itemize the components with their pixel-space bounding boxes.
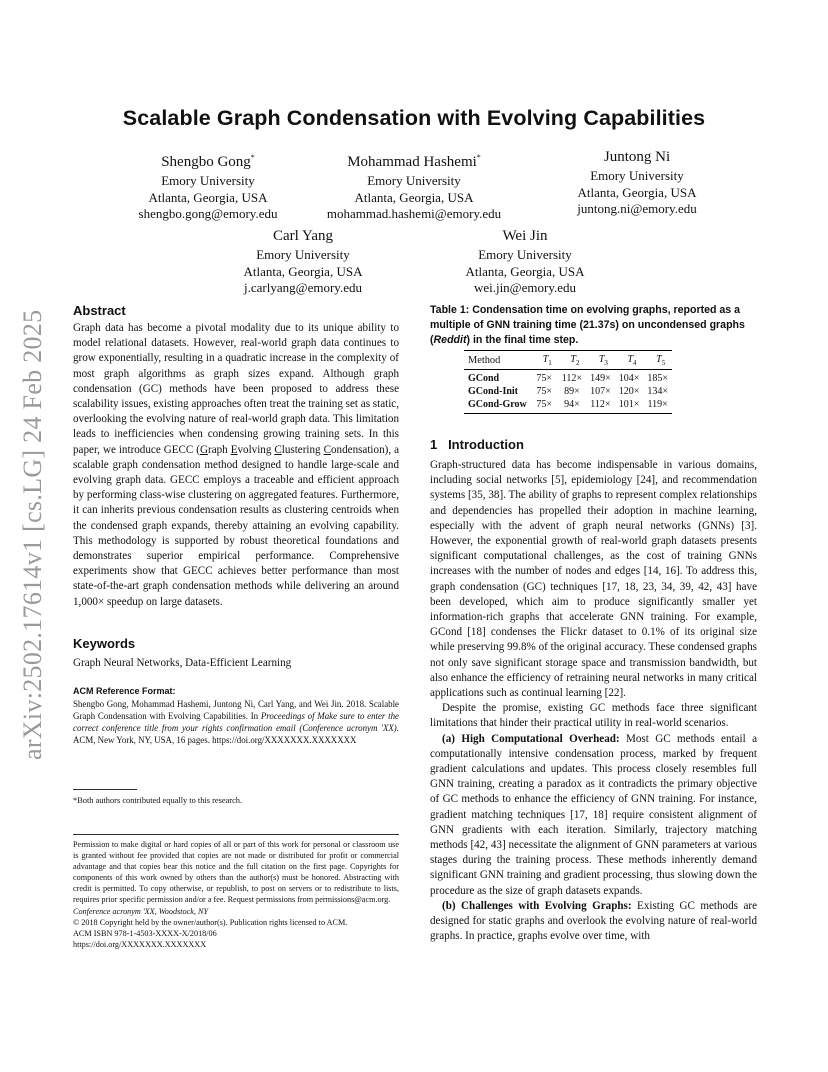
author-affiliation: Emory University (367, 173, 461, 188)
limitation-a-heading: (a) High Computational Overhead: (442, 732, 620, 745)
author-email: juntong.ni@emory.edu (577, 201, 697, 216)
keywords-heading: Keywords (73, 636, 136, 651)
author-location: Atlanta, Georgia, USA (465, 263, 585, 279)
author-name: Juntong Ni (603, 149, 671, 165)
keywords-text: Graph Neural Networks, Data-Efficient Learning (73, 657, 292, 669)
author-block (203, 227, 403, 297)
table-cell: 101× (618, 399, 640, 410)
table-header-cell: $T_1$ (542, 354, 552, 367)
permission-text: Permission to make digital or hard copies of all or part of this work for personal or classroom use is granted without fee provided that copies are not made or distributed for profit or commercial advantage and that copies bear this notice and the full citation on the first page. Copyrights for components of this work owned by others than the author(s) must be honored. Abstracting with credit is permitted. To copy otherwise, or republish, to post on servers or to redistribute to lists, requires prior specific permission and/or a fee. Request permissions from permissions@acm.org. (73, 840, 399, 905)
table-row (464, 385, 672, 398)
permission-rule (73, 834, 399, 835)
introduction-heading: 1 Introduction (430, 437, 524, 452)
intro-paragraph: Graph-structured data has become indispensable in various domains, including social networks [5], epidemiology [24], and recommendation systems [35, 38]. The ability of graphs to represent complex relationships and dependencies has propelled their adoption in machine learning, especially with the advent of graph neural networks (GNNs) [3]. However, the exponential growth of real-world graph datasets presents significant computational challenges, as the cost of training GNNs increases with the number of nodes and edges [14, 16]. To address this, graph condensation (GC) techniques [17, 18, 23, 34, 39, 42, 43] have been developed, which aim to produce significantly smaller yet information-rich graphs that accelerate GNN training. For example, GCond [18] condenses the Flickr dataset to 0.1% of its original size while preserving 99.8% of the original accuracy. These condensed graphs not only save significant storage space and transmission bandwidth, but also enhance the efficiency of retraining neural networks in many critical applications such as continual learning [22]. (430, 459, 757, 700)
intro-paragraph: (a) High Computational Overhead: Most GC methods entail a computationally intensive condensation process, marked by frequent gradient calculations and updates. This process closely resembles full GNN training, creating a paradox as it contradicts the primary objective of GC methods to enhance the efficiency of GNN training. For instance, gradient matching techniques [17, 18] require consistent alignment of GNN gradients with each iteration. Similarly, trajectory matching methods [42, 43] necessitate the alignment of GNN parameters at various stages during the training process. These methods inherently demand significant GNN training and gradient processing, thus slowing down the procedure as the size of graph datasets expands. (430, 732, 758, 897)
table-cell: 119× (647, 399, 668, 410)
table-row (464, 370, 672, 386)
table-cell: 112× (561, 373, 583, 384)
keywords-section (73, 636, 399, 671)
author-email: shengbo.gong@emory.edu (138, 206, 278, 221)
intro-paragraph: (b) Challenges with Evolving Graphs: Existing GC methods are designed for static graphs and overlook the evolving nature of real-world graphs. In practice, graphs evolve over time, with (430, 899, 757, 943)
author-email: j.carlyang@emory.edu (244, 280, 362, 295)
author-name: Carl Yang (272, 228, 333, 244)
author-block (304, 148, 524, 223)
author-block (108, 148, 308, 223)
author-name: Wei Jin (502, 228, 548, 244)
abstract-section (73, 303, 399, 610)
paper-title: Scalable Graph Condensation with Evolving Capabilities (122, 106, 706, 130)
conference-line: Conference acronym 'XX, Woodstock, NY (73, 906, 208, 916)
table-row (464, 398, 672, 414)
author-affiliation: Emory University (256, 247, 350, 262)
author-location: Atlanta, Georgia, USA (354, 189, 474, 205)
equal-contrib-mark: * (250, 153, 255, 162)
author-email: wei.jin@emory.edu (473, 280, 577, 295)
acm-reference (73, 686, 399, 746)
table-cell: 75× (536, 373, 553, 384)
author-affiliation: Emory University (590, 168, 684, 183)
introduction-section (430, 437, 757, 945)
equal-contrib-mark: * (476, 153, 481, 162)
table-cell: 107× (590, 386, 611, 397)
author-block (425, 227, 625, 297)
table-cell: 120× (618, 386, 640, 397)
arxiv-identifier: arXiv:2502.17614v1 [cs.LG] 24 Feb 2025 (18, 309, 47, 760)
author-location: Atlanta, Georgia, USA (243, 263, 363, 279)
footnote-area (73, 789, 399, 806)
table-cell: 112× (590, 399, 611, 410)
author-affiliation: Emory University (161, 173, 255, 188)
copyright-line: © 2018 Copyright held by the owner/author(s). Publication rights licensed to ACM. (73, 917, 348, 927)
table-method-cell: GCond-Grow (468, 399, 527, 410)
author-location: Atlanta, Georgia, USA (577, 184, 697, 200)
table-cell: 89× (564, 386, 580, 397)
table-cell: 104× (618, 373, 640, 384)
table-cell: 94× (564, 399, 580, 410)
table1 (464, 350, 672, 414)
acm-reference-text: Shengbo Gong, Mohammad Hashemi, Juntong Ni, Carl Yang, and Wei Jin. 2018. Scalable Graph Condensation with Evolving Capabilities. In Proceedings of Make sure to enter the correct conference title from your rights confirmation email (Conference acronym 'XX). ACM, New York, NY, USA, 16 pages. https://doi.org/XXXXXXX.XXXXXXX (73, 699, 399, 745)
abstract-text: Graph data has become a pivotal modality due to its unique ability to model relational datasets. However, real-world graph data continues to grow exponentially, resulting in a quadratic increase in the complexity of most graph algorithms as graph sizes expand. Although graph condensation (GC) methods have been proposed to address these scalability issues, existing approaches often treat the training set as static, overlooking the evolving nature of real-world graph data. This limitation leads to inefficiencies when condensing growing training sets. In this paper, we introduce GECC (Graph Evolving Clustering Condensation), a scalable graph condensation method designed to handle large-scale and evolving graph data. GECC employs a traceable and efficient approach by performing class-wise clustering on aggregated features. Furthermore, it can inherits previous condensation results as clustering centroids when the condensed graph expands, thereby attaining an evolving capability. This methodology is supported by robust theoretical foundations and demonstrates superior empirical performance. Comprehensive experiments show that GECC achieves better performance than most state-of-the-art graph condensation methods while delivering an around 1,000× speedup on large datasets. (73, 322, 399, 608)
permission-block (73, 834, 399, 950)
table-header-cell: $T_4$ (627, 354, 637, 367)
doi-line: https://doi.org/XXXXXXX.XXXXXXX (73, 939, 207, 949)
author-name: Mohammad Hashemi (347, 154, 477, 170)
author-name: Shengbo Gong (161, 154, 251, 170)
footnote-rule (73, 789, 137, 790)
author-location: Atlanta, Georgia, USA (148, 189, 268, 205)
isbn-line: ACM ISBN 978-1-4503-XXXX-X/2018/06 (73, 928, 217, 938)
intro-paragraph: Despite the promise, existing GC methods face three significant limitations that hinder their practical utility in real-world scenarios. (430, 702, 757, 730)
table-header-cell: $T_2$ (570, 354, 580, 367)
author-block (537, 148, 737, 218)
abstract-heading: Abstract (73, 303, 126, 318)
table-cell: 149× (590, 373, 611, 384)
table1-caption: Table 1: Condensation time on evolving graphs, reported as a multiple of GNN training time (21.37s) on uncondensed graphs (Reddit) in the final time step. (430, 304, 745, 346)
acm-reference-heading: ACM Reference Format: (73, 686, 176, 696)
table-method-cell: GCond (468, 373, 500, 384)
author-email: mohammad.hashemi@emory.edu (326, 206, 502, 221)
author-affiliation: Emory University (478, 247, 572, 262)
footnote-text: *Both authors contributed equally to this research. (73, 796, 243, 805)
table-cell: 134× (647, 386, 668, 397)
table-header-cell: $T_3$ (598, 354, 608, 367)
table-cell: 75× (536, 399, 553, 410)
table-header-row (464, 351, 672, 370)
table-method-cell: GCond-Init (468, 386, 519, 397)
table-cell: 185× (647, 373, 668, 384)
table-header-cell: $T_5$ (656, 354, 666, 367)
limitation-b-heading: (b) Challenges with Evolving Graphs: (442, 899, 632, 912)
table-cell: 75× (536, 386, 553, 397)
table-header-cell: Method (468, 355, 501, 366)
